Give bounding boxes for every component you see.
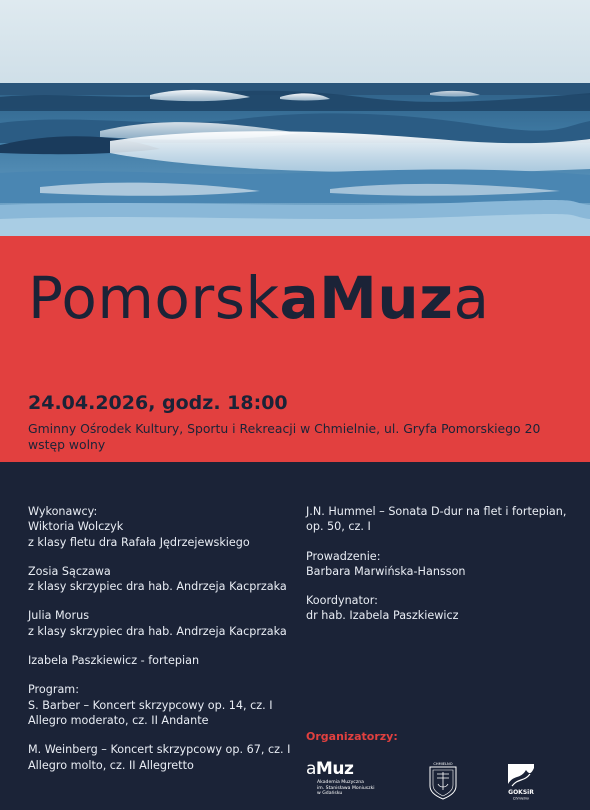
- text-line: dr hab. Izabela Paszkiewicz: [306, 609, 459, 623]
- text-line: Koordynator:: [306, 594, 378, 608]
- text-block: [306, 504, 576, 535]
- text-line: M. Weinberg – Koncert skrzypcowy op. 67, cz. I: [28, 743, 291, 757]
- text-block: [306, 549, 576, 580]
- text-line: Izabela Paszkiewicz - fortepian: [28, 654, 200, 668]
- title-part-regular-end: a: [453, 264, 490, 332]
- program-credits-column: [306, 504, 576, 638]
- amuz-line: Akademia Muzyczna: [317, 780, 364, 785]
- amuz-subtitle: [317, 780, 386, 797]
- text-line: z klasy skrzypiec dra hab. Andrzeja Kacprzaka: [28, 580, 287, 594]
- text-line: Wykonawcy:: [28, 505, 98, 518]
- text-line: z klasy skrzypiec dra hab. Andrzeja Kacprzaka: [28, 624, 287, 638]
- text-line: J.N. Hummel – Sonata D-dur na flet i fortepian,: [306, 505, 567, 518]
- amuz-line: w Gdańsku: [317, 791, 343, 797]
- amuz-line: im. Stanisława Moniuszki: [317, 785, 375, 791]
- event-date: 24.04.2026, godz. 18:00: [28, 392, 288, 414]
- poster-title: [28, 258, 489, 338]
- sea-photo: [0, 83, 590, 236]
- text-block: [28, 608, 298, 639]
- goksir-text: GOKSiR: [508, 789, 534, 796]
- admission-note: wstęp wolny: [28, 437, 106, 452]
- goksir-logo-icon: [504, 762, 538, 802]
- text-line: Julia Morus: [28, 609, 90, 623]
- text-line: Allegro moderato, cz. II Andante: [28, 713, 209, 727]
- text-line: Barbara Marwińska-Hansson: [306, 564, 466, 578]
- text-block: [28, 504, 298, 550]
- title-part-bold: aMuz: [279, 264, 454, 332]
- goksir-subtext: Chmielno: [512, 796, 530, 801]
- amuz-mark: [306, 760, 386, 778]
- text-block: [28, 564, 298, 595]
- chmielno-crest-icon: [428, 760, 458, 800]
- text-block: [28, 653, 298, 668]
- text-line: S. Barber – Koncert skrzypcowy op. 14, cz. I: [28, 698, 273, 712]
- crest-text: CHMIELNO: [433, 762, 453, 766]
- event-venue: [28, 421, 568, 453]
- text-block: [28, 742, 298, 773]
- amuz-logo: [306, 760, 386, 797]
- text-line: op. 50, cz. I: [306, 520, 371, 534]
- organizers-label: Organizatorzy:: [306, 730, 398, 743]
- text-line: Zosia Sączawa: [28, 564, 111, 578]
- text-line: Program:: [28, 683, 79, 697]
- venue-address: Gminny Ośrodek Kultury, Sportu i Rekreacji w Chmielnie, ul. Gryfa Pomorskiego 20: [28, 421, 541, 436]
- text-line: Wiktoria Wolczyk: [28, 520, 124, 534]
- text-block: [28, 682, 298, 728]
- text-block: [306, 593, 576, 624]
- text-line: Allegro molto, cz. II Allegretto: [28, 758, 194, 772]
- text-line: z klasy fletu dra Rafała Jędrzejewskiego: [28, 535, 250, 549]
- amuz-mark-b: Muz: [315, 759, 354, 779]
- sky-background: [0, 0, 590, 85]
- title-part-regular: Pomorsk: [28, 264, 280, 332]
- waves-illustration: [0, 83, 590, 236]
- amuz-mark-a: a: [306, 759, 316, 779]
- text-line: Prowadzenie:: [306, 549, 381, 563]
- performers-program-column: [28, 504, 298, 787]
